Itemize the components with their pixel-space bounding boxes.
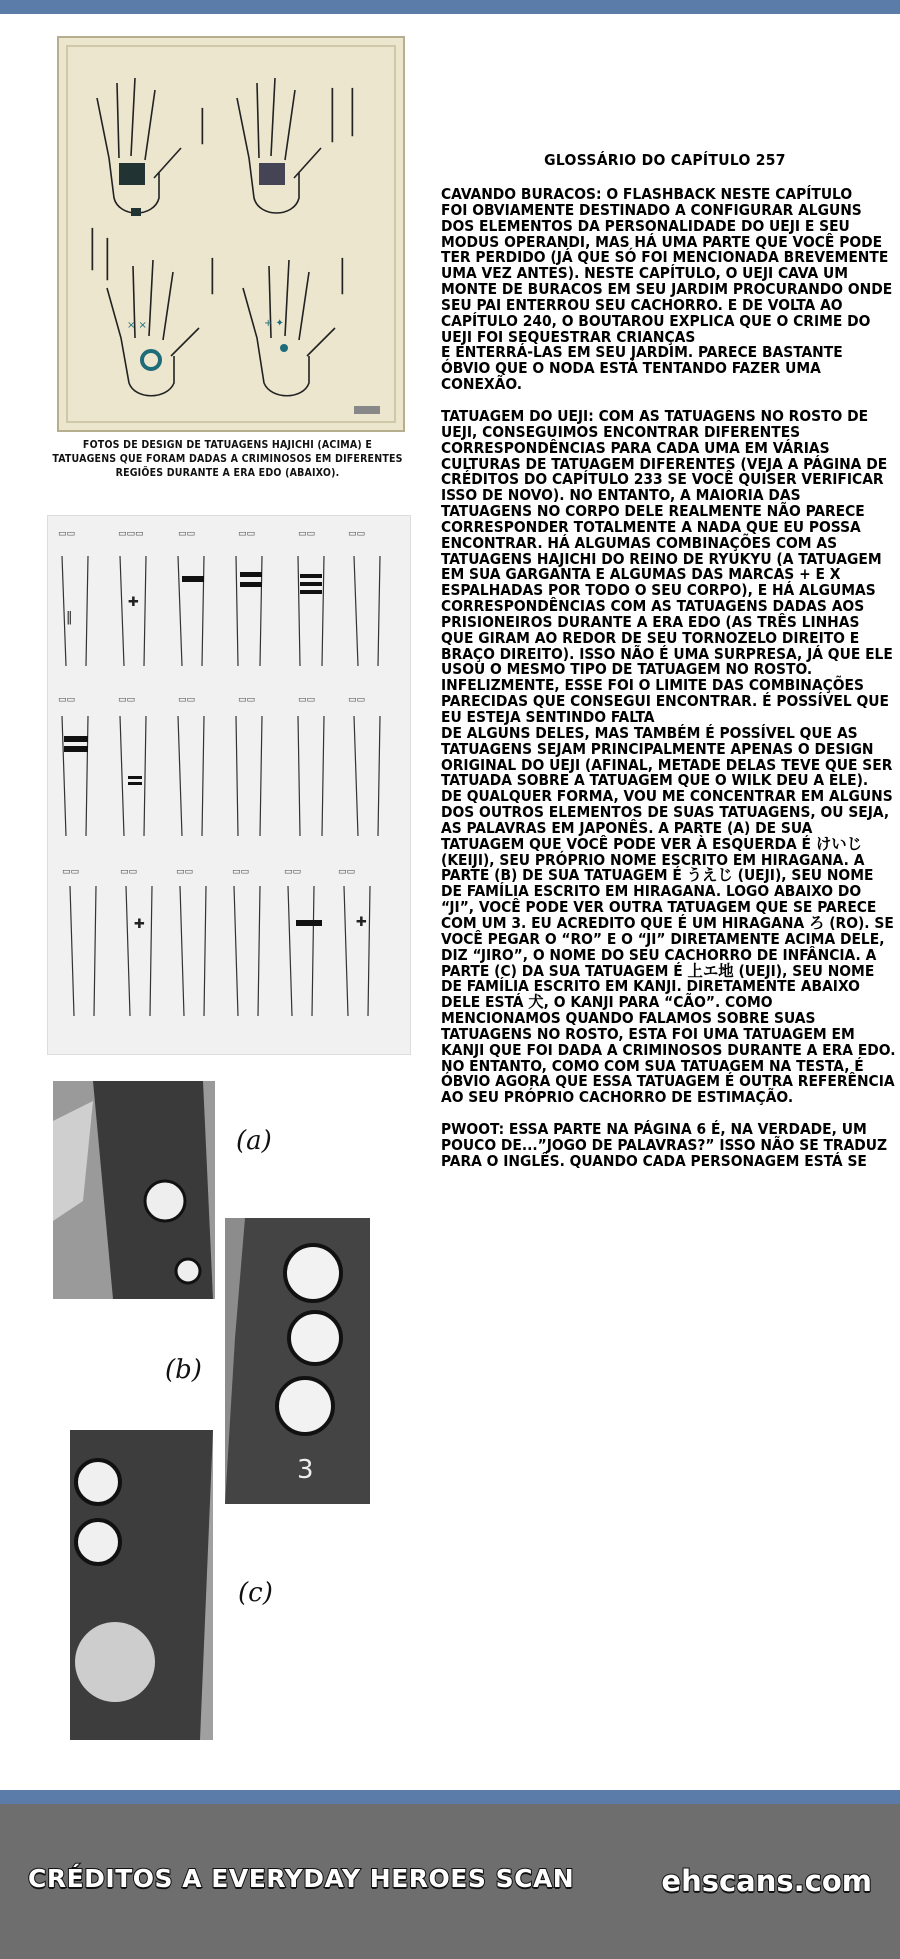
section-heading: CAVANDO BURACOS: (441, 185, 602, 203)
svg-text:✚: ✚ (134, 917, 145, 932)
glossary-section-digging (440, 187, 896, 393)
bottom-stripe (0, 1790, 900, 1804)
glossary-title: GLOSSÁRIO DO CAPÍTULO 257 (544, 151, 786, 169)
top-stripe (0, 0, 900, 14)
svg-text:▭▭: ▭▭ (348, 529, 366, 539)
svg-text:━━━━━━━: ━━━━━━━ (86, 228, 97, 271)
section-heading: PWOOT: (441, 1120, 505, 1139)
svg-text:▭▭: ▭▭ (232, 867, 250, 877)
svg-text:▭▭: ▭▭ (348, 695, 366, 705)
svg-text:▭▭: ▭▭ (58, 529, 76, 539)
svg-text:━━━━━━: ━━━━━━ (336, 258, 347, 295)
tattoo-crop-a (53, 1081, 215, 1299)
svg-text:▭▭: ▭▭ (284, 867, 302, 877)
glossary-section-pwoot (440, 1122, 896, 1170)
tattoo-crop-c (70, 1430, 213, 1740)
panel-label-b: (b) (165, 1355, 202, 1385)
svg-text:━━━━━━: ━━━━━━ (196, 108, 207, 145)
svg-text:▭▭: ▭▭ (298, 529, 316, 539)
svg-text:━━━━━━━━: ━━━━━━━━ (346, 88, 357, 137)
svg-text:▭▭: ▭▭ (298, 695, 316, 705)
svg-text:▭▭: ▭▭ (178, 695, 196, 705)
panel-label-c: (c) (238, 1578, 273, 1608)
glossary (440, 151, 900, 1186)
svg-text:▭▭: ▭▭ (62, 867, 80, 877)
panel-label-a: (a) (236, 1126, 272, 1156)
svg-text:▭▭▭: ▭▭▭ (118, 529, 144, 539)
section-body: ESSA PARTE NA PÁGINA 6 É, NA VERDADE, UM POUCO DE...”JOGO DE PALAVRAS?” ISSO NÃO SE TRADUZ PARA O INGLÊS. QUANDO CADA PERSONAGEM ESTÁ SE (441, 1120, 888, 1170)
site-link[interactable]: ehscans.com (661, 1864, 872, 1898)
svg-text:× ×: × × (127, 320, 147, 331)
hajichi-photo (57, 36, 405, 432)
svg-text:━━━━━━: ━━━━━━ (206, 258, 217, 295)
svg-text:▭▭: ▭▭ (178, 529, 196, 539)
footer (0, 1804, 900, 1959)
svg-text:━━━━━━━: ━━━━━━━ (101, 238, 112, 281)
svg-text:▭▭: ▭▭ (118, 695, 136, 705)
section-heading: TATUAGEM DO UEJI: (441, 406, 594, 425)
credits-text: CRÉDITOS A EVERYDAY HEROES SCAN (28, 1864, 575, 1893)
section-body: O FLASHBACK NESTE CAPÍTULO FOI OBVIAMENTE DESTINADO A CONFIGURAR ALGUNS DOS ELEMENTOS DA PERSONALIDADE DO UEJI E SEU MODUS OPERANDI, MAS HÁ UMA PARTE QUE VOCÊ PODE TER PERDIDO (JÁ QUE SÓ FOI MENCIONADA BREVEMENTE UMA VEZ ANTES). NESTE CAPÍTULO, O UEJI CAVA UM MONTE DE BURACOS EM SEU JARDIM PROCURANDO ONDE SEU PAI ENTERROU SEU CACHORRO. E DE VOLTA AO CAPÍTULO 240, O BOUTAROU EXPLICA QUE O CRIME DO UEJI FOI SEQUESTRAR CRIANÇAS E ENTERRÁ-LAS EM SEU JARDIM. PARECE BASTANTE ÓBVIO QUE O NODA ESTÁ TENTANDO FAZER UMA CONEXÃO. (441, 185, 893, 394)
glossary-section-tattoo (440, 406, 896, 1107)
svg-text:▭▭: ▭▭ (238, 529, 256, 539)
svg-text:▭▭: ▭▭ (338, 867, 356, 877)
photo-caption: FOTOS DE DESIGN DE TATUAGENS HAJICHI (ACIMA) E TATUAGENS QUE FORAM DADAS A CRIMINOSOS EM DIFERENTES REGIÕES DURANTE A ERA EDO (ABAIXO). (52, 439, 403, 479)
edo-tattoo-print (47, 515, 411, 1055)
svg-text:▭▭: ▭▭ (238, 695, 256, 705)
svg-text:+ ✦: + ✦ (264, 318, 284, 329)
tattoo-crop-b (225, 1218, 370, 1504)
svg-text:━━━━━━━━━: ━━━━━━━━━ (326, 88, 337, 143)
section-body: COM AS TATUAGENS NO ROSTO DE UEJI, CONSEGUIMOS ENCONTRAR DIFERENTES CORRESPONDÊNCIAS PARA CADA UMA EM VÁRIAS CULTURAS DE TATUAGEM DIFERENTES (VEJA A PÁGINA DE CRÉDITOS DO CAPÍTULO 233 SE VOCÊ QUISER VERIFICAR ISSO DE NOVO). NO ENTANTO, A MAIORIA DAS TATUAGENS NO CORPO DELE REALMENTE NÃO PARECE CORRESPONDER TOTALMENTE A NADA QUE EU POSSA ENCONTRAR. HÁ ALGUMAS COMBINAÇÕES COM AS TATUAGENS HAJICHI DO REINO DE RYUKYU (A TATUAGEM EM SUA GARGANTA E ALGUMAS DAS MARCAS + E X ESPALHADAS POR TODO O SEU CORPO), E HÁ ALGUMAS CORRESPONDÊNCIAS COM AS TATUAGENS DADAS AOS PRISIONEIROS DURANTE A ERA EDO (AS TRÊS LINHAS QUE GIRAM AO REDOR DE SEU TORNOZELO DIREITO E BRAÇO DIREITO). ISSO NÃO É UMA SURPRESA, JÁ QUE ELE USOU O MESMO TIPO DE TATUAGEM NO ROSTO. INFELIZMENTE, ESSE FOI O LIMITE DAS COMBINAÇÕES PARECIDAS QUE CONSEGUI ENCONTRAR. É POSSÍVEL QUE EU ESTEJA SENTINDO FALTA DE ALGUNS DELES, MAS TAMBÉM É POSSÍVEL QUE AS TATUAGENS SEJAM PRINCIPALMENTE APENAS O DESIGN ORIGINAL DO UEJI (AFINAL, METADE DELAS TEVE QUE SER TATUADA SOBRE A TATUAGEM QUE O WILK DEU A ELE). DE QUALQUER FORMA, VOU ME CONCENTRAR EM ALGUNS DOS OUTROS ELEMENTOS DE SUAS TATUAGENS, OU SEJA, AS PALAVRAS EM JAPONÊS. A PARTE (A) DE SUA TATUAGEM QUE VOCÊ PODE VER À ESQUERDA É けいじ (KEIJI), SEU PRÓPRIO NOME ESCRITO EM HIRAGANA. A PARTE (B) DE SUA TATUAGEM É うえじ (UEJI), SEU NOME DE FAMÍLIA ESCRITO EM HIRAGANA. LOGO ABAIXO DO “JI”, VOCÊ PODE VER OUTRA TATUAGEM QUE SE PARECE COM UM 3. EU ACREDITO QUE É UM HIRAGANA ろ (RO). SE VOCÊ PEGAR O “RO” E O “JI” DIRETAMENTE ACIMA DELE, DIZ “JIRO”, O NOME DO SEU CACHORRO DE INFÂNCIA. A PARTE (C) DA SUA TATUAGEM É 上エ地 (UEJI), SEU NOME DE FAMÍLIA ESCRITO EM KANJI. DIRETAMENTE ABAIXO DELE ESTÁ 犬, O KANJI PARA “CÃO”. COMO MENCIONAMOS QUANDO FALAMOS SOBRE SUAS TATUAGENS NO ROSTO, ESTA FOI UMA TATUAGEM EM KANJI QUE FOI DADA A CRIMINOSOS DURANTE A ERA EDO. NO ENTANTO, COMO COM SUA TATUAGEM NA TESTA, É ÓBVIO AGORA QUE ESSA TATUAGEM É OUTRA REFERÊNCIA AO SEU PRÓPRIO CACHORRO DE ESTIMAÇÃO. (441, 406, 896, 1107)
svg-text:‖: ‖ (66, 610, 73, 625)
svg-text:✚: ✚ (356, 915, 367, 930)
svg-text:▭▭: ▭▭ (176, 867, 194, 877)
svg-text:▭▭: ▭▭ (120, 867, 138, 877)
svg-text:3: 3 (297, 1455, 314, 1485)
svg-text:✚: ✚ (128, 595, 139, 610)
svg-text:▭▭: ▭▭ (58, 695, 76, 705)
